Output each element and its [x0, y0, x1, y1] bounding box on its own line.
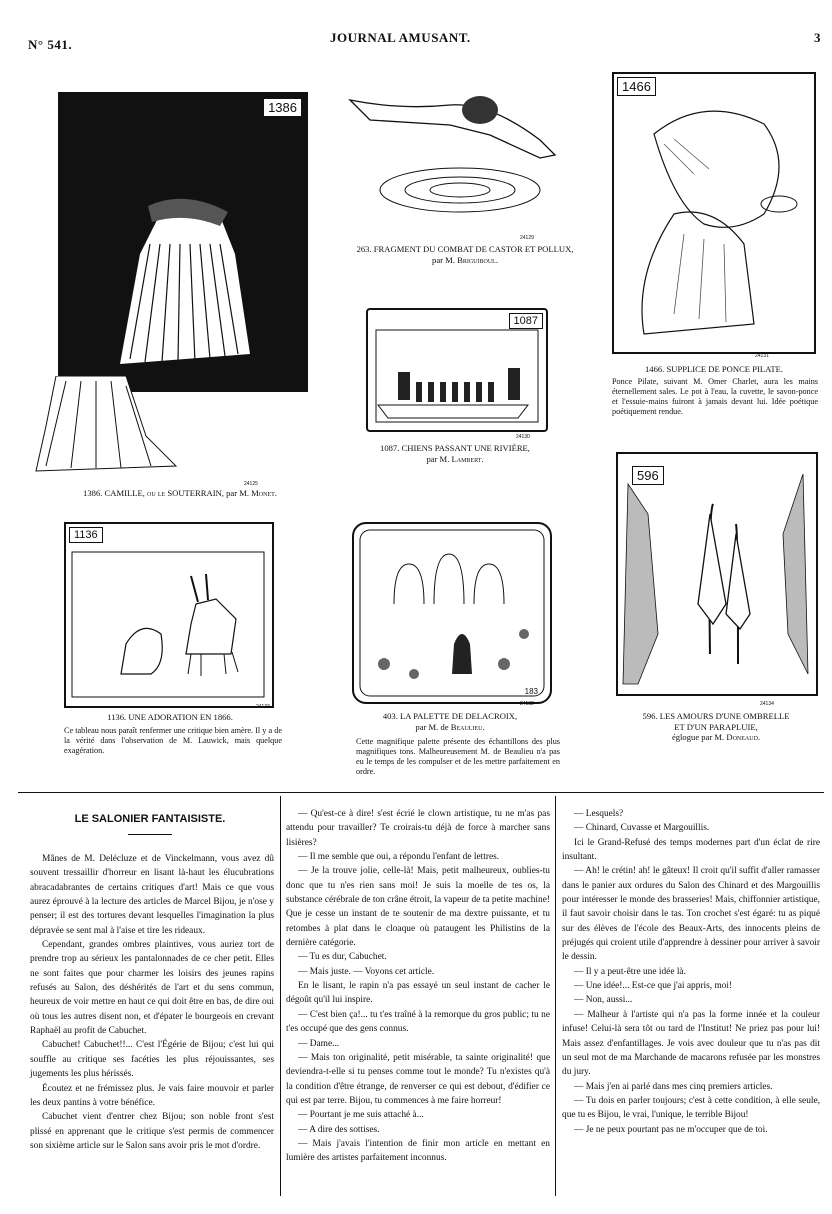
col2-paragraph: — Tu es dur, Cabuchet.	[298, 952, 387, 963]
adoration-number-box: 1136	[69, 527, 103, 543]
ombrelle-by: églogue par M.	[671, 732, 725, 742]
palette-num: 403.	[382, 711, 398, 721]
col3-paragraph: — Une idée!... Est-ce que j'ai appris, moi!	[574, 981, 733, 992]
col2-paragraph: — Il me semble que oui, a répondu l'enfant de lettres.	[298, 852, 500, 863]
chiens-num: 1087.	[380, 443, 400, 453]
adoration-num: 1136.	[107, 712, 127, 722]
palette-drawing	[354, 524, 550, 702]
camille-number-box: 1386	[263, 98, 302, 117]
column-rule-1	[280, 796, 281, 1196]
pilate-title: SUPPLICE DE PONCE PILATE.	[666, 364, 783, 374]
col2-paragraph: — Je la trouve jolie, celle-là! Mais, petit malheureux, oublies-tu donc que tu n'es rien sans moi! Je suis la moelle de tes os, la substance cérébrale de ton crâne étroit, la vapeur de ta petite machine! Que je cesse un instant de te soutenir de ma dextre puissante, et tu retombes à plat dans le cloaque où pataugent les Philistins de la dernière catégorie.	[286, 866, 550, 949]
ombrelle-cliche: 24134	[760, 701, 774, 707]
castor-drawing	[340, 80, 580, 235]
camille-title2: ou le SOUTERRAIN,	[147, 488, 224, 498]
section-rule	[18, 792, 824, 793]
illustration-palette	[352, 522, 552, 704]
pilate-description: Ponce Pilate, suivant M. Omer Charlet, aura les mains éternellement sales. Le pot à l'eau, la cuvette, le savon-ponce et l'essuie-mains fuiront à jamais devant lui. Idée poétique poétiquement rendue.	[612, 377, 818, 416]
issue-number: N° 541.	[28, 37, 73, 52]
ombrelle-title: LES AMOURS D'UNE OMBRELLE	[659, 711, 790, 721]
col2-paragraph: — Dame...	[298, 1038, 340, 1049]
col3-paragraph: — Non, aussi...	[574, 995, 633, 1006]
palette-artist: Beaulieu.	[450, 721, 485, 732]
illustration-camille	[58, 92, 308, 392]
camille-num: 1386.	[83, 488, 103, 498]
col2-paragraph: — Qu'est-ce à dire! s'est écrié le clown artistique, tu ne m'as pas attendu pour travailler? Te croirais-tu déjà de force à marcher sans lisières?	[286, 809, 550, 848]
pilate-caption	[612, 364, 816, 375]
palette-number: 183	[524, 687, 538, 696]
camille-by: par M.	[226, 488, 249, 498]
camille-caption	[30, 488, 330, 499]
chiens-artist: Lambert.	[451, 453, 484, 464]
col3-paragraph: — Lesquels?	[574, 809, 624, 819]
col3-paragraph: — Malheur à l'artiste qui n'a pas la forme innée et la couleur infuse! Celui-là sera tôt ou tard de l'Institut! Ne priez pas pour lui! Mais assez d'enfantillages. Je vois avec douleur que tu n'as pas dit un seul mot de ma Marchande de macarons refusée par les monstres du jury.	[562, 1009, 820, 1078]
palette-cliche: 24132	[520, 701, 534, 707]
camille-drawing	[60, 94, 306, 390]
illustration-adoration	[64, 522, 274, 708]
chiens-caption	[350, 443, 560, 464]
col3-paragraph: — Il y a peut-être une idée là.	[574, 966, 686, 977]
col1-paragraph: Cependant, grandes ombres plaintives, vous auriez tort de prendre trop au sérieux les pantalonnades de ce cher petit. Elles ne sont faites que pour charmer les loisirs des jeunes rapins refusés au Salon, des déshérités de l'art et du sens commun, heureux de voir mettre en haut ce qui doit être en bas, de dire oui où tous les autres disent non, et d'épater le bourgeois en crevant Raphaël au profit de Cabuchet.	[30, 940, 274, 1037]
illustration-pilate	[612, 72, 816, 354]
adoration-description: Ce tableau nous paraît renfermer une critique bien amère. Il y a de la vérité dans l'observation de M. Lauwick, mais quelque exagération.	[64, 726, 282, 755]
col2-paragraph: — A dire des sottises.	[298, 1124, 380, 1135]
palette-caption	[340, 711, 560, 732]
col3-paragraph: — Mais j'en ai parlé dans mes cinq premiers articles.	[574, 1081, 773, 1092]
ombrelle-drawing	[618, 454, 816, 694]
ombrelle-number-box: 596	[632, 466, 664, 485]
col3-paragraph: — Chinard, Cuvasse et Margouillis.	[574, 823, 710, 834]
castor-caption	[330, 244, 600, 265]
col2-paragraph: — Mais ton originalité, petit misérable, ta sainte originalité! que deviendra-t-elle si tu penses comme tout le monde? Tu n'existes qu'à la condition d'être étrange, de renverser ce qui est debout, d'édifier ce qui est par terre. Bijou, tu commences à me faire horreur!	[286, 1052, 550, 1106]
castor-cliche: 24129	[520, 235, 534, 241]
column-rule-2	[555, 796, 556, 1196]
camille-train	[26, 376, 196, 476]
ombrelle-caption	[606, 711, 826, 743]
castor-title: FRAGMENT DU COMBAT DE CASTOR ET POLLUX,	[373, 244, 574, 254]
ombrelle-num: 596.	[642, 711, 658, 721]
pilate-drawing	[614, 74, 814, 352]
illustration-ombrelle	[616, 452, 818, 696]
ombrelle-artist: Doneaud.	[726, 732, 761, 742]
castor-artist: Briguiboul.	[457, 254, 498, 265]
chiens-cliche: 24130	[516, 434, 530, 440]
adoration-cliche: 24133	[256, 704, 270, 710]
col3-paragraph: — Ah! le crétin! ah! le gâteux! Il croit qu'il suffit d'aller ramasser dans le panier aux ordures du Salon des Chinard et des Margouillis pour intéresser le monde des brasseries! Mais, chiffonnier artistique, il faut savoir choisir dans le tas. Ton crochet s'est égaré: tu as piqué sur des élèves de l'école des Beaux-Arts, des innocents pleins de préjugés qui croient utile d'apprendre à dessiner pour arriver à savoir le dessin.	[562, 866, 820, 963]
camille-cliche: 24125	[244, 481, 258, 487]
castor-by: par M.	[432, 254, 455, 265]
palette-description: Cette magnifique palette présente des échantillons des plus magnifiques tons. Malheureusement M. de Beaulieu n'a pas eu le temps de les compulser et de les mettre parfaitement en ordre.	[356, 737, 560, 776]
adoration-caption	[60, 712, 280, 723]
col3-paragraph: — Tu dois en parler toujours; c'est à cette condition, à elle seule, que tu es Bijou, le vrai, l'unique, le terrible Bijou!	[562, 1095, 820, 1121]
camille-artist: Monet.	[251, 488, 277, 498]
col2-paragraph: — Pourtant je me suis attaché à...	[298, 1110, 424, 1121]
adoration-title: UNE ADORATION EN 1866.	[128, 712, 233, 722]
castor-num: 263.	[356, 244, 372, 254]
col2-paragraph: En le lisant, le rapin n'a pas essayé un seul instant de cacher le dégoût qu'il lui inspire.	[286, 981, 550, 1006]
journal-title: JOURNAL AMUSANT.	[330, 30, 471, 45]
ombrelle-title2: ET D'UN PARAPLUIE,	[674, 721, 758, 732]
adoration-drawing	[66, 524, 272, 706]
chiens-number-box: 1087	[509, 313, 543, 329]
chiens-title: CHIENS PASSANT UNE RIVIÈRE,	[401, 443, 530, 453]
article-column-3	[562, 807, 820, 1137]
camille-title: CAMILLE,	[104, 488, 145, 498]
col1-paragraph: Mânes de M. Delécluze et de Vinckelmann, vous avez dû souvent tressaillir d'horreur en lisant là-haut les élucubrations abracadabrantes de certains critiques d'art! Mais ce que vous aurez éprouvé à la lecture des articles de Marcel Bijou, je n'ose y penser; il est des tortures devant lesquelles l'imagination la plus dépravée se sent mal à l'aise et tire les rideaux.	[30, 854, 274, 936]
pilate-number-box: 1466	[617, 77, 656, 96]
title-underline	[128, 834, 172, 835]
pilate-num: 1466.	[644, 364, 665, 374]
article-column-1	[30, 852, 274, 1153]
col2-paragraph: — C'est bien ça!... tu t'es traîné à la remorque du gros public; tu ne t'es occupé que des gens connus.	[286, 1009, 550, 1035]
article-title: LE SALONIER FANTAISISTE.	[74, 813, 226, 825]
page-number: 3	[814, 30, 821, 45]
chiens-by: par M.	[426, 453, 450, 464]
col1-paragraph: Écoutez et ne frémissez plus. Je vais faire mouvoir et parler les deux pantins à votre bénéfice.	[30, 1083, 274, 1108]
col3-paragraph: — Je ne peux pourtant pas ne m'occuper que de toi.	[574, 1124, 768, 1135]
col3-paragraph: Ici le Grand-Refusé des temps modernes part d'un éclat de rire insultant.	[562, 837, 820, 863]
col1-paragraph: Cabuchet! Cabuchet!!... C'est l'Égérie de Bijou; c'est lui qui souffle au critique ses facéties les plus réjouissantes, ses jugements les plus hérissés.	[30, 1040, 274, 1080]
palette-by: par M. de	[415, 721, 449, 732]
col1-paragraph: Cabuchet vient d'entrer chez Bijou; son noble front s'est plissé en apprenant que le critique s'est permis de commencer son sixième article sur le Salon sans avoir pris le mot d'ordre.	[30, 1112, 274, 1151]
col2-paragraph: — Mais j'avais l'intention de finir mon article en mettant en lumière des artistes parfaitement inconnus.	[286, 1138, 550, 1164]
palette-title: LA PALETTE DE DELACROIX,	[400, 711, 518, 721]
col2-paragraph: — Mais juste. — Voyons cet article.	[298, 966, 435, 977]
illustration-chiens	[366, 308, 548, 432]
pilate-cliche: 24131	[755, 353, 769, 359]
article-column-2	[286, 807, 550, 1166]
